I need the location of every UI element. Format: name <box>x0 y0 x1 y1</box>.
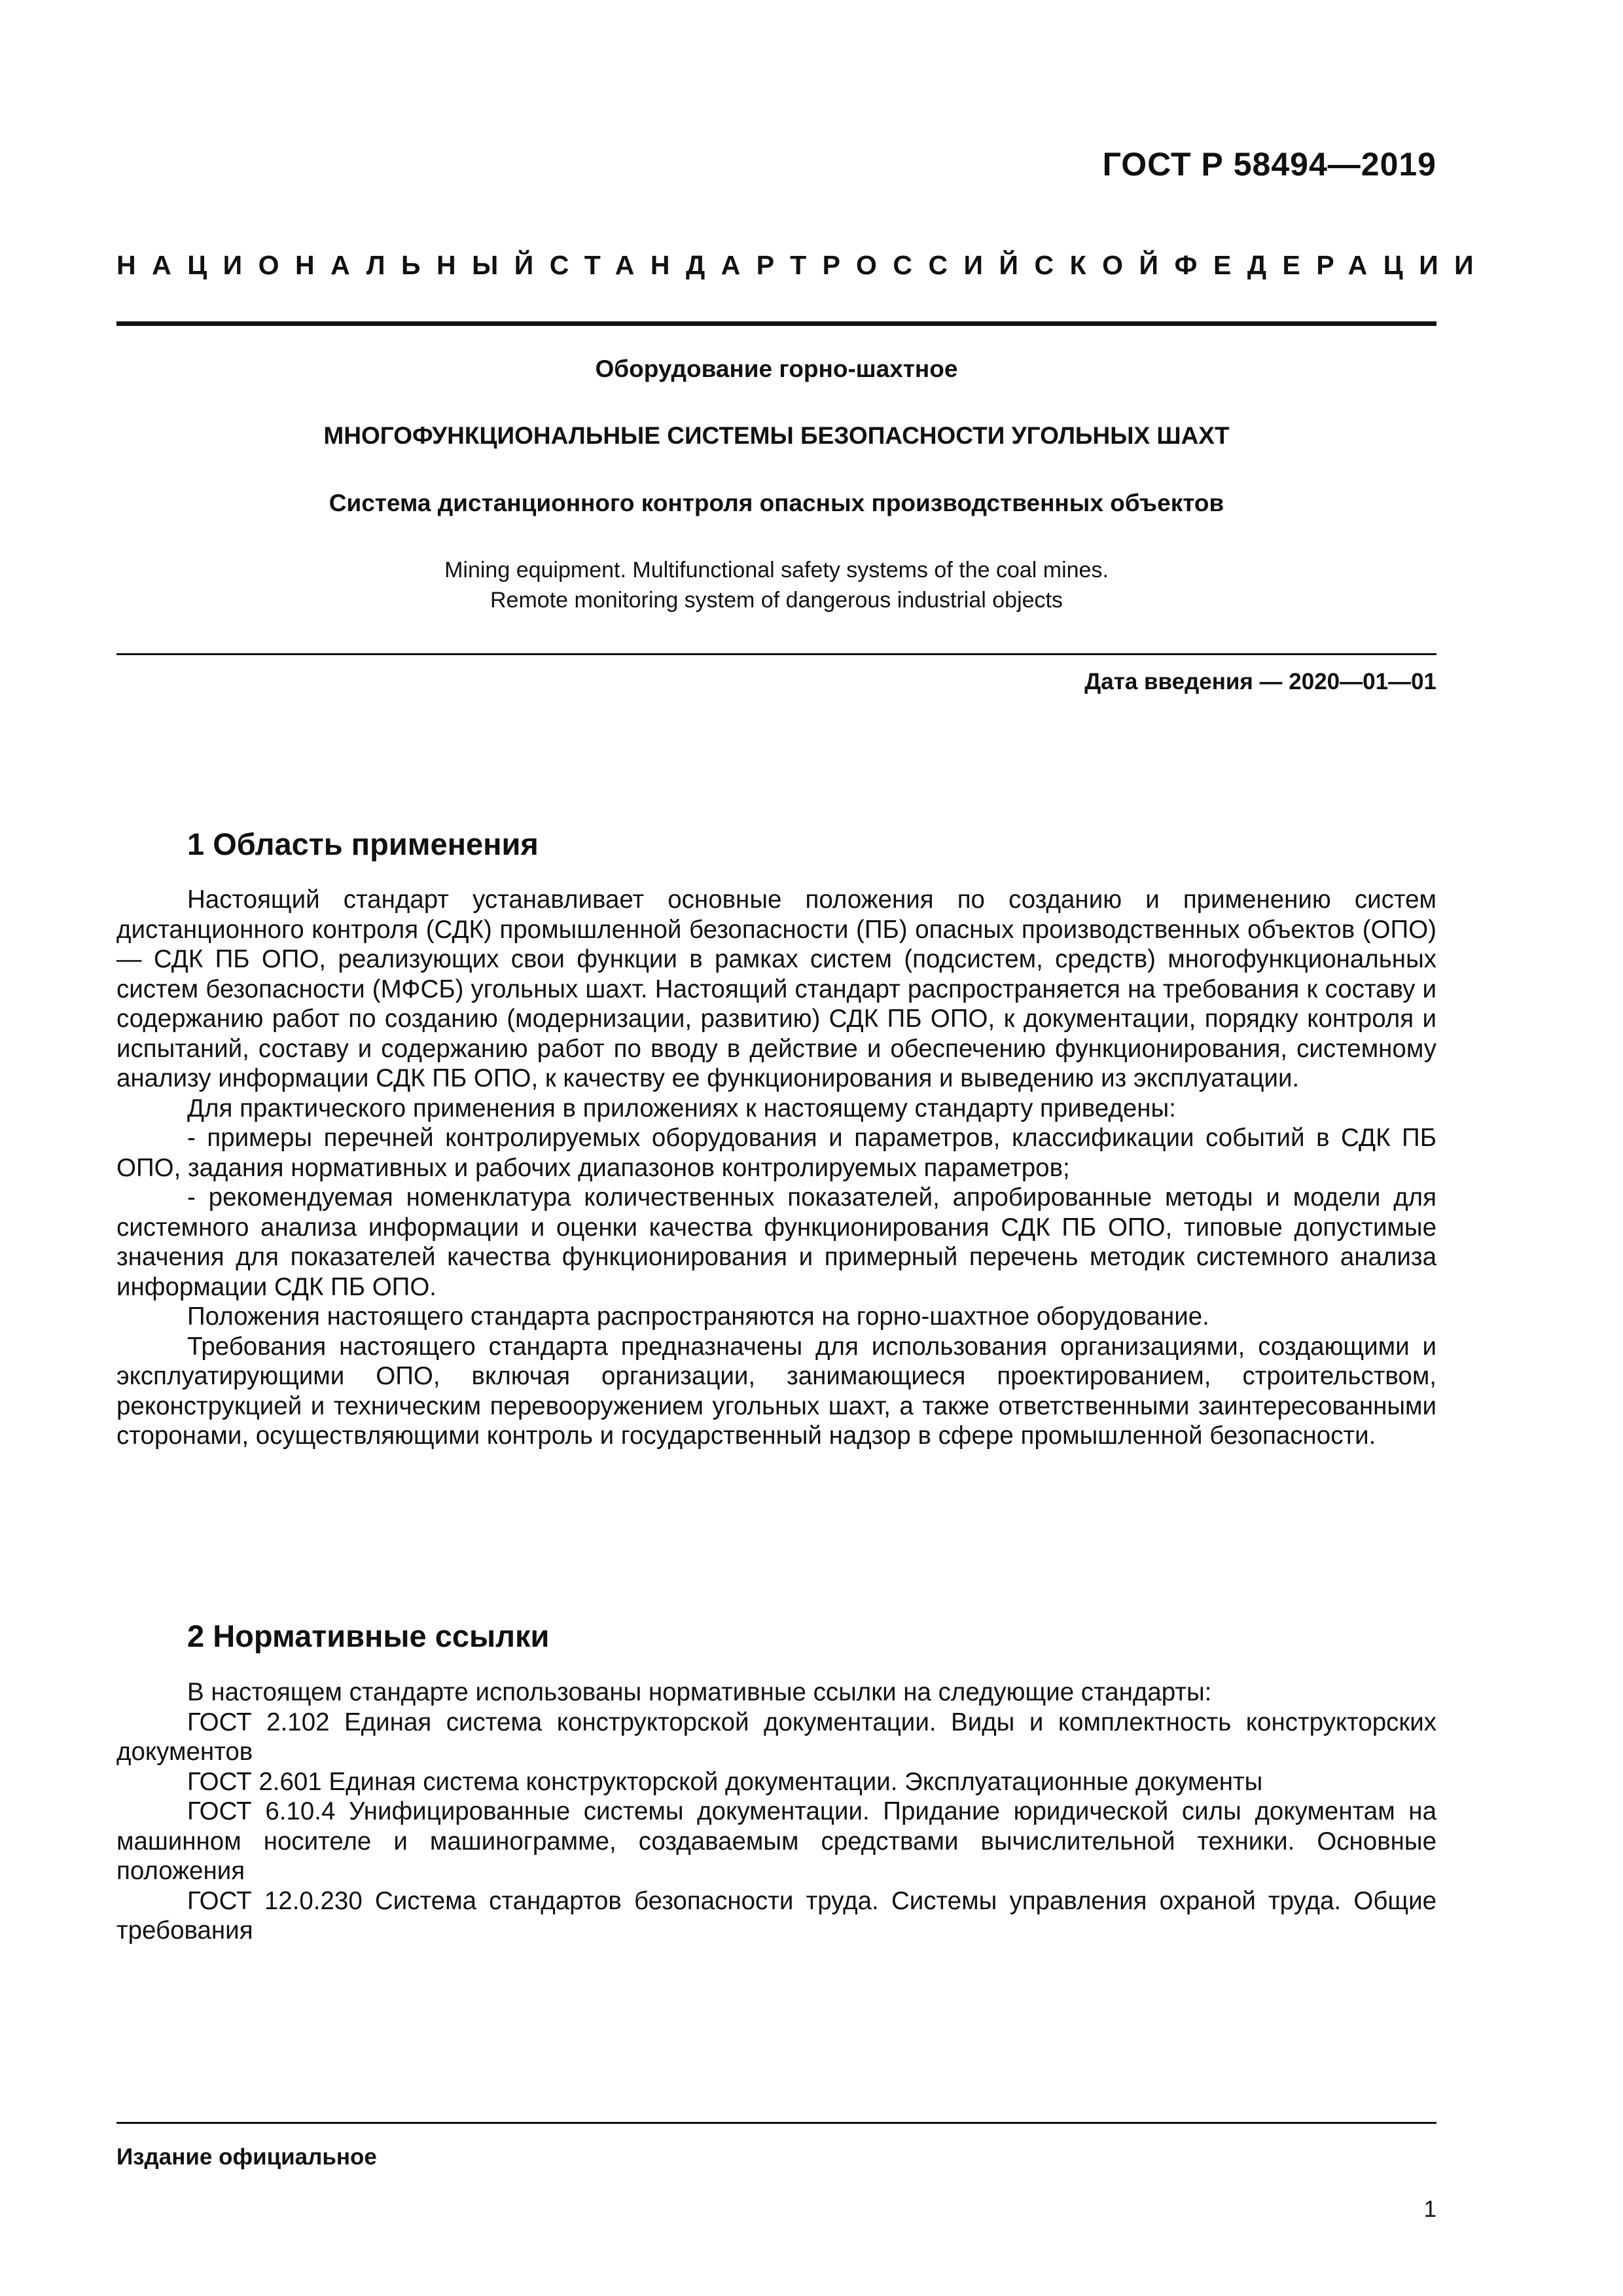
national-title-word: СТАНДАРТ <box>549 250 823 280</box>
national-title-word: ФЕДЕРАЦИИ <box>1174 250 1490 280</box>
subtitle: Система дистанционного контроля опасных производственных объектов <box>329 490 1224 516</box>
intro-date: Дата введения — 2020—01—01 <box>1084 669 1436 694</box>
national-title-word: РОССИЙСКОЙ <box>822 250 1175 280</box>
section-heading: 1 Область применения <box>187 827 539 861</box>
header-divider <box>116 321 1436 326</box>
paragraph: ГОСТ 6.10.4 Унифицированные системы документации. Придание юридической силы документам на машинном носителе и машинограмме, создаваемым средствами вычислительной техники. Основные положения <box>116 1797 1436 1885</box>
footer-divider <box>116 2122 1436 2124</box>
section-body <box>116 885 1436 1451</box>
english-title-line: Remote monitoring system of dangerous industrial objects <box>490 588 1063 613</box>
edition-label: Издание официальное <box>116 2144 377 2170</box>
paragraph: Положения настоящего стандарта распространяются на горно-шахтное оборудование. <box>187 1302 1209 1331</box>
paragraph: В настоящем стандарте использованы нормативные ссылки на следующие стандарты: <box>187 1678 1212 1706</box>
page-number: 1 <box>1423 2197 1436 2222</box>
standard-code: ГОСТ Р 58494—2019 <box>1102 146 1436 183</box>
paragraph: ГОСТ 2.102 Единая система конструкторской документации. Виды и комплектность конструкторских документов <box>116 1708 1436 1766</box>
section-heading: 2 Нормативные ссылки <box>187 1619 550 1653</box>
paragraph: ГОСТ 2.601 Единая система конструкторской документации. Эксплуатационные документы <box>187 1767 1263 1796</box>
national-title-word: НАЦИОНАЛЬНЫЙ <box>116 250 550 280</box>
paragraph: Настоящий стандарт устанавливает основные положения по созданию и применению систем дистанционного контроля (СДК) промышленной безопасности (ПБ) опасных производственных объектов (ОПО) — СДК ПБ ОПО, реализующих свои функции в рамках систем (подсистем, средств) многофункциональных систем безопасности (МФСБ) угольных шахт. Настоящий стандарт распространяется на требования к составу и содержанию работ по созданию (модернизации, развитию) СДК ПБ ОПО, к документации, порядку контроля и испытаний, составу и содержанию работ по вводу в действие и обеспечению функционирования, системному анализу информации СДК ПБ ОПО, к качеству ее функционирования и выведению из эксплуатации. <box>116 886 1436 1092</box>
english-title <box>116 555 1436 615</box>
paragraph: Для практического применения в приложениях к настоящему стандарту приведены: <box>187 1094 1176 1122</box>
paragraph: Требования настоящего стандарта предназначены для использования организациями, создающими и эксплуатирующими ОПО, включая организации, занимающиеся проектированием, строительством, реконструкцией и техническим перевооружением угольных шахт, а также ответственными заинтересованными сторонами, осуществляющими контроль и государственный надзор в сфере промышленной безопасности. <box>116 1332 1436 1450</box>
paragraph: - примеры перечней контролируемых оборудования и параметров, классификации событий в СДК ПБ ОПО, задания нормативных и рабочих диапазонов контролируемых параметров; <box>116 1124 1436 1182</box>
paragraph: - рекомендуемая номенклатура количественных показателей, апробированные методы и модели для системного анализа информации и оценки качества функционирования СДК ПБ ОПО, типовые допустимые значения для показателей качества функционирования и примерный перечень методик системного анализа информации СДК ПБ ОПО. <box>116 1183 1436 1301</box>
section-body <box>116 1677 1436 1946</box>
title-divider <box>116 653 1436 655</box>
main-title: МНОГОФУНКЦИОНАЛЬНЫЕ СИСТЕМЫ БЕЗОПАСНОСТИ УГОЛЬНЫХ ШАХТ <box>323 422 1230 449</box>
english-title-line: Mining equipment. Multifunctional safety systems of the coal mines. <box>444 558 1109 583</box>
paragraph: ГОСТ 12.0.230 Система стандартов безопасности труда. Системы управления охраной труда. Общие требования <box>116 1886 1436 1945</box>
group-title: Оборудование горно-шахтное <box>595 355 958 382</box>
national-standard-title <box>116 250 1490 281</box>
